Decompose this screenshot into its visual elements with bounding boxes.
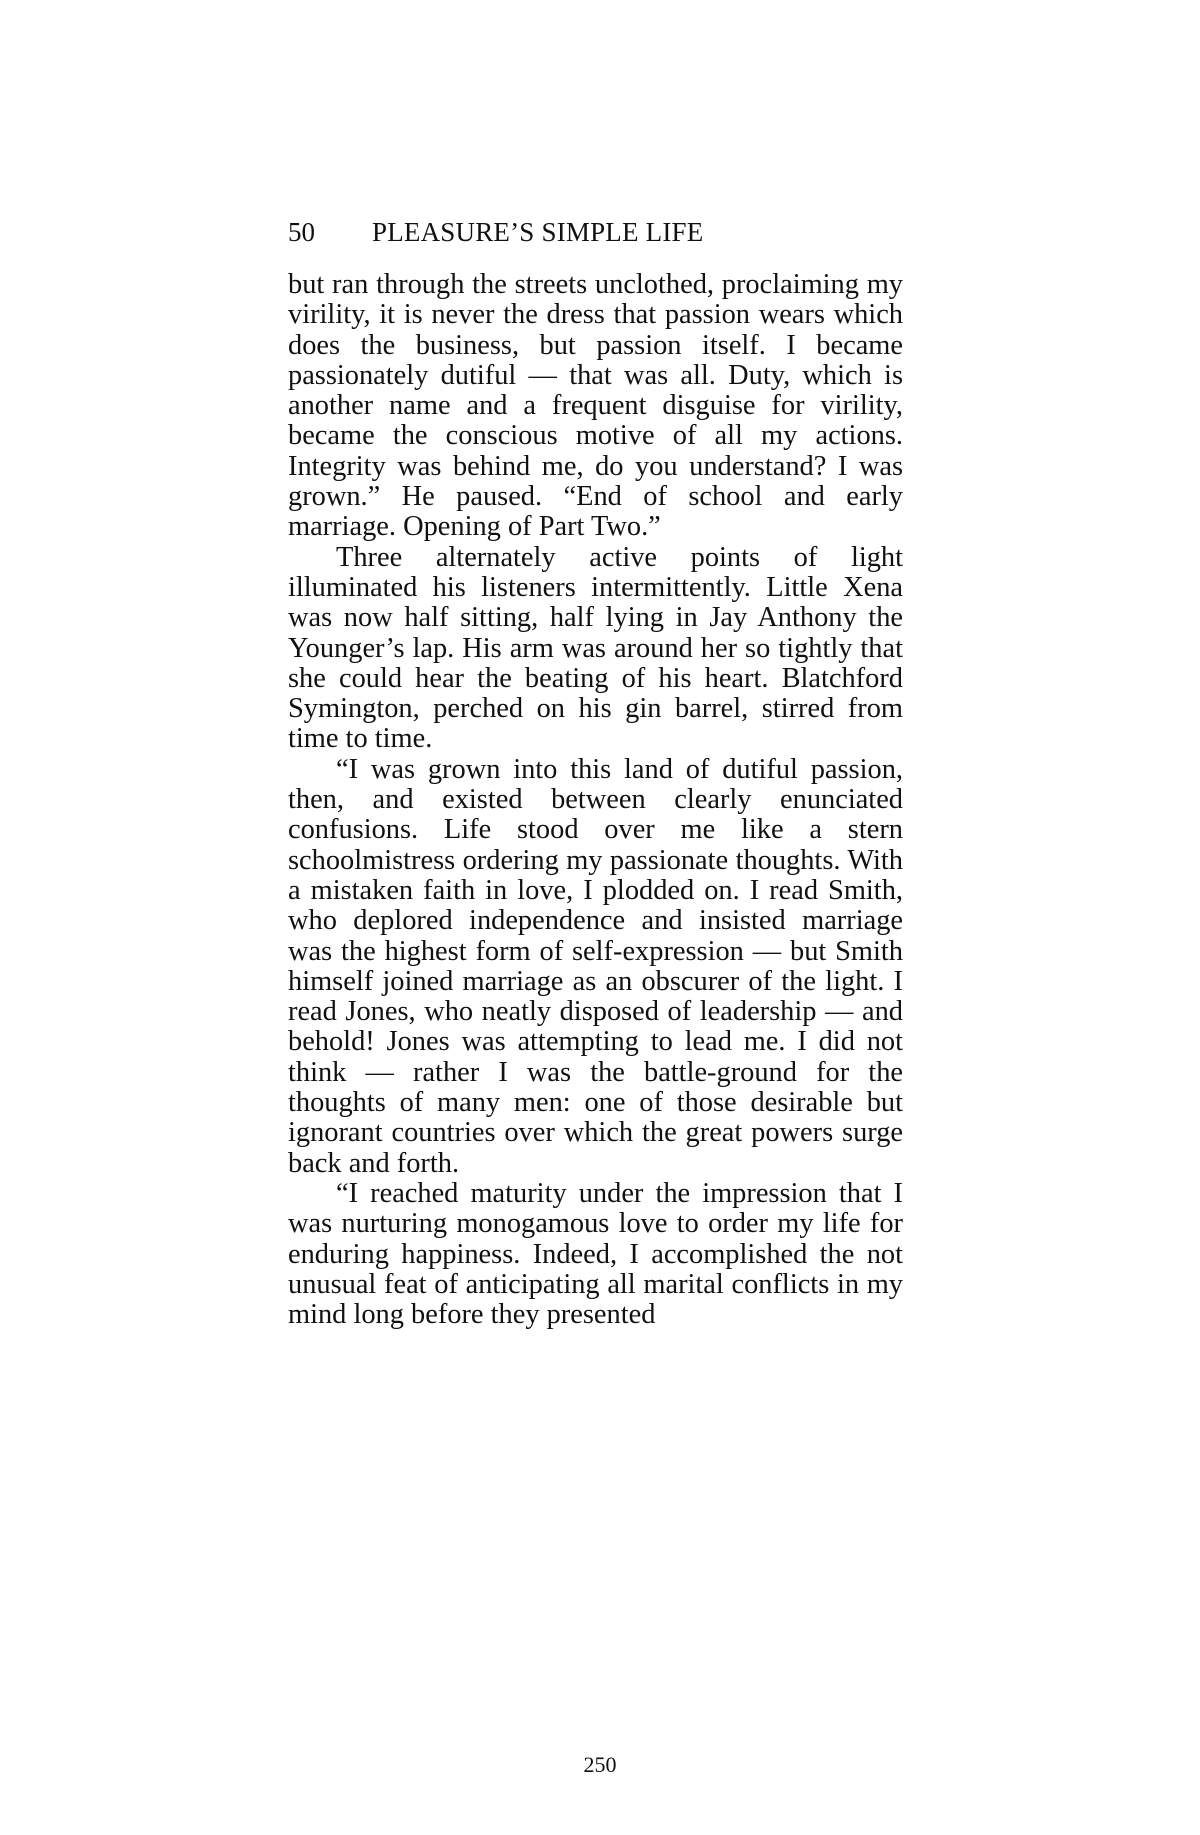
paragraph: “I reached maturity under the impression that I was nurturing monogamous love to order my life for enduring happiness. Indeed, I accomplished the not unusual feat of anticipating all marital conflicts in my mind long before they presented: [288, 1177, 903, 1331]
folio-number: 250: [583, 1752, 617, 1777]
paragraph: “I was grown into this land of dutiful passion, then, and existed between clearly enunciated confusions. Life stood over me like a stern schoolmistress ordering my passionate thoughts. With a mistaken faith in love, I plodded on. I read Smith, who deplored independence and insisted marriage was the highest form of self-expression — but Smith himself joined marriage as an obscurer of the light. I read Jones, who neatly disposed of leadership — and behold! Jones was attempting to lead me. I did not think — rather I was the battle-ground for the thoughts of many men: one of those desirable but ignorant countries over which the great powers surge back and forth.: [288, 753, 903, 1179]
running-title: PLEASURE’S SIMPLE LIFE: [372, 217, 704, 247]
paragraph-continued: but ran through the streets unclothed, proclaiming my virility, it is never the dress that passion wears which does the business, but passion itself. I became passionately dutiful — that was all. Duty, which is another name and a frequent disguise for virility, became the conscious motive of all my actions. Integrity was behind me, do you understand? I was grown.” He paused. “End of school and early marriage. Opening of Part Two.”: [288, 269, 903, 543]
paragraph: Three alternately active points of light illuminated his listeners intermittently. Little Xena was now half sitting, half lying in Jay Anthony the Younger’s lap. His arm was around her so tightly that she could hear the beating of his heart. Blatchford Symington, perched on his gin barrel, stirred from time to time.: [288, 541, 903, 755]
body-text: [288, 270, 903, 1330]
running-head: [288, 212, 908, 252]
page-number: 50: [288, 217, 315, 247]
